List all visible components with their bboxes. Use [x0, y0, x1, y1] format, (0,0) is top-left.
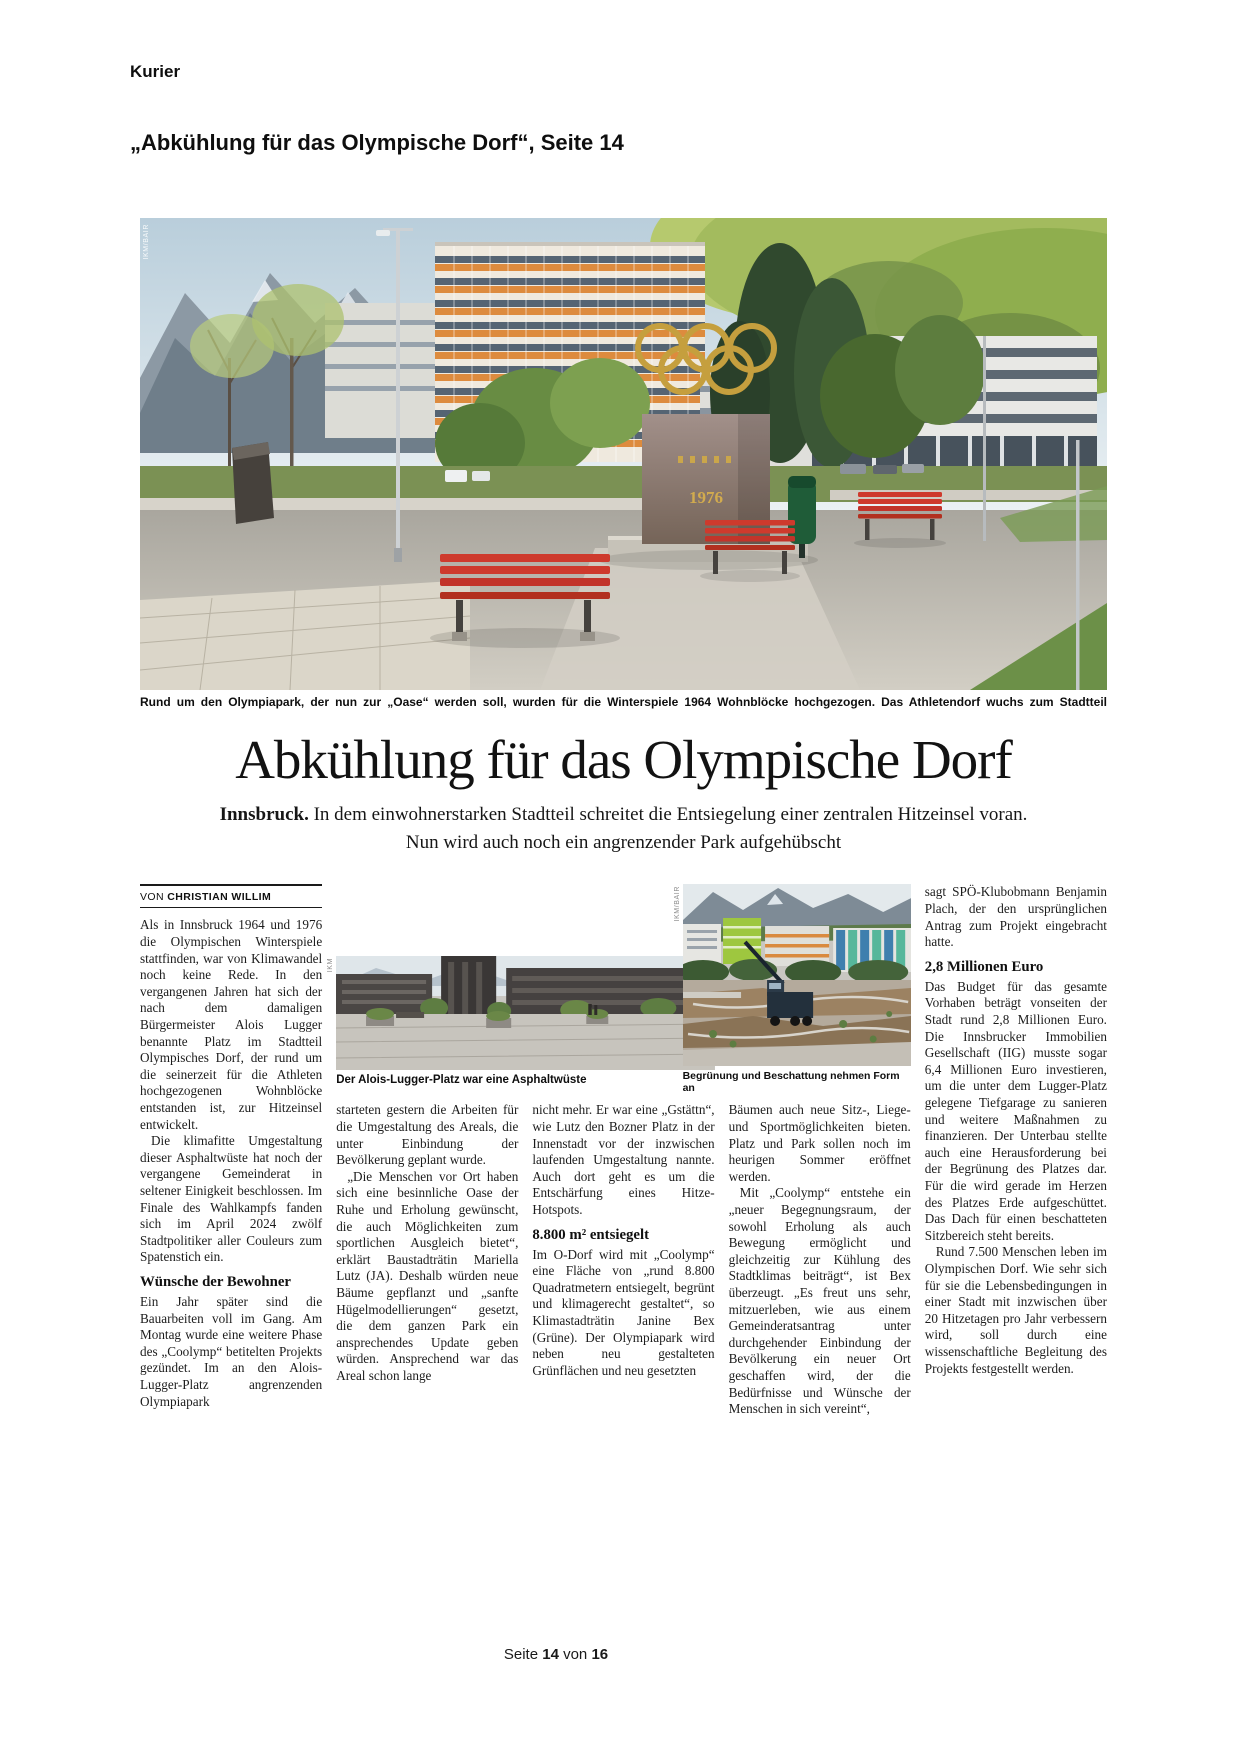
asphalt-plaza-illustration [336, 956, 714, 1070]
article-columns [140, 884, 1107, 1417]
inset-photo-1-caption: Der Alois-Lugger-Platz war eine Asphaltwüste [336, 1074, 587, 1087]
byline [140, 884, 322, 908]
olympiapark-photo-illustration [140, 218, 1107, 690]
main-photo [140, 218, 1107, 690]
text-column-2 [336, 1102, 518, 1384]
inset-photo-1-credit: IKM [327, 958, 335, 973]
publication-name: Kurier [130, 62, 181, 81]
inset-photo-lugger-platz [327, 956, 714, 1087]
footer-separator: von [563, 1646, 588, 1663]
page-footer [0, 1646, 1112, 1663]
article-listing-title: „Abkühlung für das Olympische Dorf“, Seite 14 [130, 130, 624, 155]
inset-photo-2-credit: IKM/BAIR [673, 886, 681, 923]
byline-prefix: VON [140, 891, 164, 904]
paragraph: Als in Innsbruck 1964 und 1976 die Olympischen Winterspiele stattfinden, war von Klimawandel noch keine Rede. In den vergangenen Jahren hat sich der nach dem damaligen Bürgermeister Alois Lugger benannte Platz im Stadtteil Olympisches Dorf, der rund um die seinerzeit für die Athleten hochgezogenen Wohnblöcke entstanden ist, zur Hitzeinsel entwickelt. [140, 917, 323, 1132]
paragraph: Ein Jahr später sind die Bauarbeiten voll im Gang. Am Montag wurde eine weitere Phase des „Coolymp“ betitelten Projekts gezündet. Im an den Alois-Lugger-Platz angrenzenden Olympiapark [140, 1293, 323, 1409]
section-heading-entsiegelt: 8.800 m² entsiegelt [532, 1226, 650, 1243]
main-photo-credit: IKM/BAIR [143, 224, 150, 260]
monument-year-label: 1976 [689, 488, 723, 507]
paragraph: Im O-Dorf wird mit „Coolymp“ eine Fläche von „rund 8.800 Quadratmetern entsiegelt, begrünt und klimagerecht gestaltet“, so Klimastadträtin Janine Bex (Grüne). Der Olympiapark wird neben neu gestalteten Grünflächen und neu gesetzten [532, 1246, 715, 1378]
inset-photo-2-image [683, 884, 911, 1066]
footer-prefix: Seite [503, 1646, 539, 1663]
footer-total-pages: 16 [591, 1646, 609, 1663]
construction-site-illustration [683, 884, 911, 1066]
paragraph: Das Budget für das gesamte Vorhaben beträgt vonseiten der Stadt rund 2,8 Millionen Euro. Die Innsbrucker Immobilien Gesellschaft (IIG) musste sogar 6,4 Millionen Euro investieren, um die unter dem Lugger-Platz gelegene Tiefgarage zu sanieren und weitere Maßnahmen zu finanzieren. Der Unterbau stellte auch eine Herausforderung bei der Begrünung des Platzes dar. Für die wird gerade im Herzen des Platzes Erde aufgeschüttet. Das Dach für einen beschatteten Sitzbereich steht bereits. [924, 978, 1107, 1243]
paragraph: Mit „Coolymp“ entstehe ein „neuer Begegnungsraum, der sowohl Erholung als auch Bewegung ermöglicht und gleichzeitig zur Kühlung des Stadtklimas beiträgt“, ist Bex überzeugt. „Es freut uns sehr, mitzuerleben, wie aus einem Gemeinderatsantrag unter durchgehender Einbindung der Bevölkerung ein neuer Ort geschaffen wird, der die Bedürfnisse und Wünsche der Menschen in sich vereint“, [728, 1185, 911, 1417]
paragraph: starteten gestern die Arbeiten für die Umgestaltung des Areals, die unter Einbindung der Bevölkerung geplant wurde. [336, 1102, 519, 1168]
paragraph: Bäumen auch neue Sitz-, Liege- und Sportmöglichkeiten bieten. Platz und Park sollen noch im heurigen Sommer eröffnet werden. [728, 1102, 911, 1184]
paragraph: sagt SPÖ-Klubobmann Benjamin Plach, der den ursprünglichen Antrag zum Projekt eingebracht hatte. [924, 884, 1107, 950]
text-column-1 [140, 884, 322, 1410]
subhead-text: In dem einwohnerstarken Stadtteil schreitet die Entsiegelung einer zentralen Hitzeinsel voran. Nun wird auch noch ein angrenzender Park aufgehübscht [313, 804, 1028, 853]
paragraph: Die klimafitte Umgestaltung dieser Asphaltwüste hat noch der vergangene Gemeinderat in seltener Einigkeit beschlossen. Im Finale des Wahlkampfs fanden sich im April 2024 zwölf Stadtpolitiker aller Couleurs zum Spatenstich ein. [140, 1133, 323, 1265]
text-column-5 [925, 884, 1107, 1377]
paragraph: Rund 7.500 Menschen leben im Olympischen Dorf. Wie sehr sich für sie die Lebensbedingungen in einer Stadt mit inzwischen über 20 Hitzetagen pro Jahr verbessern wird, soll durch eine wissenschaftliche Begleitung des Projekts festgestellt werden. [924, 1244, 1107, 1376]
article-headline: Abkühlung für das Olympische Dorf [235, 729, 1012, 790]
newspaper-clipping [140, 218, 1107, 1418]
inset-photo-1-image [336, 956, 714, 1070]
article-subhead [214, 801, 1034, 856]
paragraph: nicht mehr. Er war eine „Gstättn“, wie Lutz den Bozner Platz in der Innenstadt vor der inzwischen laufenden Umgestaltung nannte. Auch dort geht es um die Entschärfung eines Hitze-Hotspots. [532, 1102, 715, 1218]
main-photo-caption: Rund um den Olympiapark, der nun zur „Oase“ werden soll, wurden für die Winterspiele 1964 Wohnblöcke hochgezogen. Das Athletendorf wuchs zum Stadtteil [140, 695, 1107, 709]
section-heading-budget: 2,8 Millionen Euro [924, 958, 1044, 975]
inset-photo-2-caption: Begrünung und Beschattung nehmen Form an [682, 1070, 900, 1095]
footer-page-number: 14 [542, 1646, 559, 1663]
text-column-3 [532, 1102, 714, 1379]
section-heading-wuensche: Wünsche der Bewohner [140, 1273, 291, 1290]
subhead-location-lead: Innsbruck. [219, 804, 309, 826]
byline-author: CHRISTIAN WILLIM [167, 891, 272, 904]
paragraph: „Die Menschen vor Ort haben sich eine besinnliche Oase der Ruhe und Erholung gewünscht, die auch Möglichkeiten zum sportlichen Ausgleich bietet“, erklärt Baustadträtin Mariella Lutz (JA). Deshalb würden neue Bäume gepflanzt und „sanfte Hügelmodellierungen“ gesetzt, die dem ganzen Park ein ansprechendes Update geben würden. Ansprechend war das Areal schon lange [336, 1168, 519, 1383]
text-column-4 [729, 1102, 911, 1417]
inset-photo-begruenung [673, 884, 911, 1095]
